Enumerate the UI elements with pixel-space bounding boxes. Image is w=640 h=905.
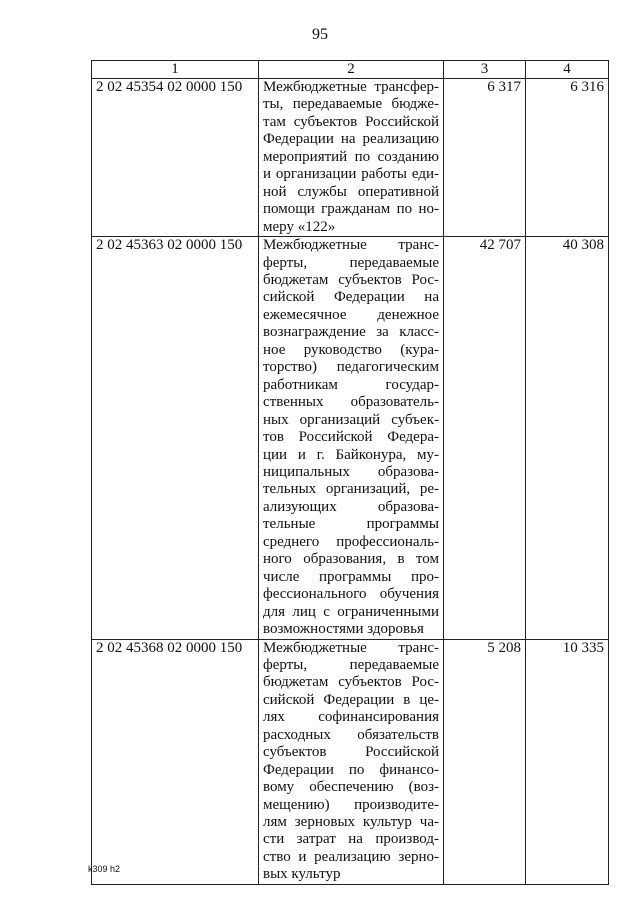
description-line: Межбюджетные трансфер- xyxy=(263,79,439,95)
description-line: числе программы про- xyxy=(263,568,439,585)
description-line: фессионального обучения xyxy=(263,586,439,603)
amount-col-4-cell: 10 335 xyxy=(526,639,609,884)
description-line: вознаграждение за класс- xyxy=(263,324,439,341)
description-line: ных организаций субъек- xyxy=(263,411,439,428)
amount-col-4-cell: 40 308 xyxy=(526,237,609,639)
description-line: ной службы оперативной xyxy=(263,183,439,200)
amount-col-3-cell: 42 707 xyxy=(444,237,526,639)
description-line: и организации работы еди- xyxy=(263,166,439,183)
description-line: ного образования, в том xyxy=(263,551,439,568)
description-line: мещению) производите- xyxy=(263,796,439,813)
description-line: ферты, передаваемые xyxy=(263,656,439,673)
header-row xyxy=(92,61,609,79)
description-line: для лиц с ограниченными xyxy=(263,603,439,620)
description-line: бюджетам субъектов Рос- xyxy=(263,674,439,691)
budget-table xyxy=(91,60,609,885)
amount-col-3-cell: 6 317 xyxy=(444,79,526,237)
description-line: лях софинансирования xyxy=(263,709,439,726)
description-line: Федерации по финансо- xyxy=(263,761,439,778)
description-line: среднего профессиональ- xyxy=(263,533,439,550)
description-line: ство и реализацию зерно- xyxy=(263,848,439,865)
description-line: ниципальных образова- xyxy=(263,463,439,480)
budget-code-cell: 2 02 45354 02 0000 150 xyxy=(92,79,259,237)
description-line: ежемесячное денежное xyxy=(263,306,439,323)
table-row xyxy=(92,237,609,639)
description-line: ное руководство (кура- xyxy=(263,341,439,358)
description-line: работникам государ- xyxy=(263,376,439,393)
header-col-3: 3 xyxy=(444,61,526,79)
description-line: сти затрат на производ- xyxy=(263,831,439,848)
amount-col-4-cell: 6 316 xyxy=(526,79,609,237)
header-col-2: 2 xyxy=(259,61,444,79)
table-row xyxy=(92,79,609,237)
description-line: сийской Федерации на xyxy=(263,289,439,306)
description-line: ализующих образова- xyxy=(263,498,439,515)
page-number: 95 xyxy=(312,26,328,43)
description-line: помощи гражданам по но- xyxy=(263,201,439,218)
description-line: тельные программы xyxy=(263,516,439,533)
description-line: сийской Федерации в це- xyxy=(263,691,439,708)
description-line: субъектов Российской xyxy=(263,744,439,761)
description-line: расходных обязательств xyxy=(263,726,439,743)
footer-code: k309 h2 xyxy=(88,864,121,874)
description-cell xyxy=(259,639,444,884)
description-line: вому обеспечению (воз- xyxy=(263,779,439,796)
description-line: мероприятий по созданию xyxy=(263,148,439,165)
description-line: ферты, передаваемые xyxy=(263,254,439,271)
description-line: ции и г. Байконура, му- xyxy=(263,446,439,463)
table-row xyxy=(92,639,609,884)
header-col-4: 4 xyxy=(526,61,609,79)
description-line: лям зерновых культур ча- xyxy=(263,814,439,831)
description-line: тов Российской Федера- xyxy=(263,429,439,446)
description-line: тельных организаций, ре- xyxy=(263,481,439,498)
description-line: вых культур xyxy=(263,866,341,883)
budget-code-cell: 2 02 45368 02 0000 150 xyxy=(92,639,259,884)
description-line: Межбюджетные транс- xyxy=(263,237,439,254)
description-line: торство) педагогическим xyxy=(263,359,439,376)
description-line: меру «122» xyxy=(263,218,336,235)
description-line: Федерации на реализацию xyxy=(263,131,439,148)
description-line: Межбюджетные транс- xyxy=(263,639,439,656)
description-line: бюджетам субъектов Рос- xyxy=(263,271,439,288)
description-line: ты, передаваемые бюдже- xyxy=(263,96,439,113)
header-col-1: 1 xyxy=(92,61,259,79)
amount-col-3-cell: 5 208 xyxy=(444,639,526,884)
description-line: ственных образователь- xyxy=(263,394,439,411)
description-line: возможностями здоровья xyxy=(263,621,424,638)
budget-code-cell: 2 02 45363 02 0000 150 xyxy=(92,237,259,639)
description-cell xyxy=(259,79,444,237)
description-cell xyxy=(259,237,444,639)
description-line: там субъектов Российской xyxy=(263,113,439,130)
